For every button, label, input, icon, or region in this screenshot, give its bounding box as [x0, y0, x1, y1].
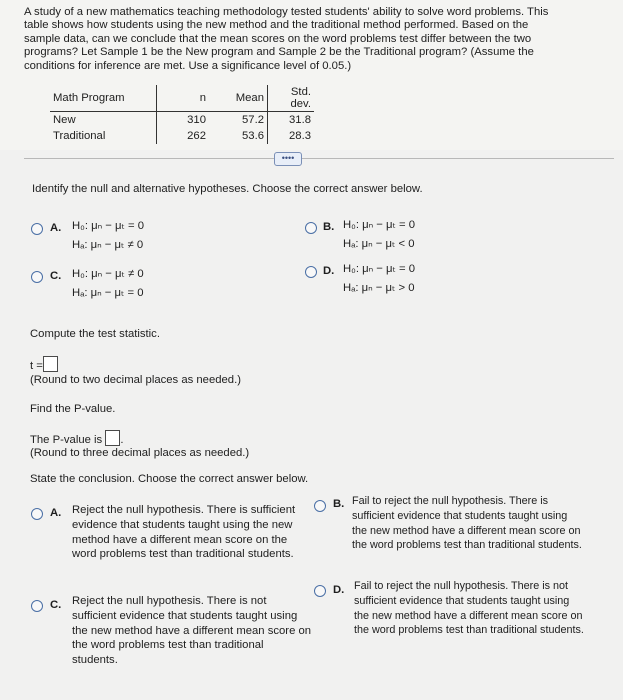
expand-more-button[interactable]: ••••	[274, 152, 302, 166]
table-cell: 31.8	[289, 114, 311, 126]
option-letter: D.	[323, 265, 335, 277]
conclusion-option-c-radio[interactable]	[31, 600, 43, 612]
p-value-label: The P-value is	[30, 434, 103, 446]
table-cell: New	[53, 114, 76, 126]
table-row	[50, 112, 314, 129]
option-letter: C.	[50, 270, 62, 282]
table-cell: 28.3	[289, 130, 311, 142]
conclusion-option-a[interactable]: Reject the null hypothesis. There is sufficient evidence that students taught using the new method have a different mean score on the word problems test than traditional students.	[72, 504, 296, 561]
test-statistic-hint: (Round to two decimal places as needed.)	[30, 374, 241, 386]
table-cell: 57.2	[209, 112, 268, 129]
hypothesis-option-a[interactable]	[72, 217, 144, 255]
option-letter: C.	[50, 599, 62, 611]
p-value-input[interactable]	[105, 430, 120, 446]
null-hypothesis: H₀: μₙ − μₜ = 0	[343, 263, 416, 275]
option-letter: D.	[333, 584, 345, 596]
problem-statement: A study of a new mathematics teaching methodology tested students' ability to solve word problems. This table shows how students using the new method and the traditional method performed. Based on the sample data, can we conclude that the mean scores on the word problems test differ between the two programs? Let Sample 1 be the New program and Sample 2 be the Traditional program? (Assume the conditions for inference are met. Use a significance level of 0.05.)	[24, 6, 549, 72]
table-header: Mean	[209, 85, 268, 112]
alternative-hypothesis: Hₐ: μₙ − μₜ < 0	[343, 238, 415, 250]
conclusion-option-a-radio[interactable]	[31, 508, 43, 520]
data-table	[50, 85, 314, 144]
null-hypothesis: H₀: μₙ − μₜ = 0	[72, 220, 145, 232]
option-letter: A.	[50, 507, 62, 519]
table-cell: Traditional	[53, 130, 106, 142]
option-letter: B.	[323, 221, 335, 233]
test-statistic-input[interactable]	[43, 356, 58, 372]
conclusion-option-d[interactable]: Fail to reject the null hypothesis. There is not sufficient evidence that students taught using the new method have a different mean score on the word problems test than traditional students.	[354, 580, 584, 637]
hypothesis-option-d-radio[interactable]	[305, 266, 317, 278]
hypotheses-prompt: Identify the null and alternative hypotheses. Choose the correct answer below.	[32, 183, 423, 195]
table-cell: 53.6	[209, 128, 268, 144]
table-header-row	[50, 85, 314, 112]
alternative-hypothesis: Hₐ: μₙ − μₜ > 0	[343, 282, 415, 294]
test-statistic-row	[30, 356, 58, 373]
conclusion-prompt: State the conclusion. Choose the correct answer below.	[30, 473, 309, 485]
test-statistic-label: t =	[30, 360, 43, 372]
table-header: Std. dev.	[268, 85, 315, 112]
hypothesis-option-d[interactable]	[343, 260, 415, 298]
table-cell: 310	[157, 112, 210, 129]
hypothesis-option-b-radio[interactable]	[305, 222, 317, 234]
table-row	[50, 128, 314, 144]
conclusion-option-c[interactable]: Reject the null hypothesis. There is not sufficient evidence that students taught using the new method have a different mean score on the word problems test than traditional students.	[72, 595, 312, 667]
conclusion-option-d-radio[interactable]	[314, 585, 326, 597]
conclusion-option-b[interactable]: Fail to reject the null hypothesis. There is sufficient evidence that students taught using the new method have a different mean score on the word problems test than traditional students.	[352, 495, 582, 552]
table-header: n	[157, 85, 210, 112]
conclusion-option-b-radio[interactable]	[314, 500, 326, 512]
alternative-hypothesis: Hₐ: μₙ − μₜ ≠ 0	[72, 239, 144, 251]
hypothesis-option-c[interactable]	[72, 265, 144, 303]
p-value-hint: (Round to three decimal places as needed.)	[30, 447, 250, 459]
hypothesis-option-a-radio[interactable]	[31, 223, 43, 235]
p-value-prompt: Find the P-value.	[30, 403, 116, 415]
table-header: Math Program	[50, 85, 157, 112]
p-value-row: The P-value is .	[30, 430, 124, 447]
hypothesis-option-c-radio[interactable]	[31, 271, 43, 283]
test-statistic-prompt: Compute the test statistic.	[30, 328, 160, 340]
table-cell: 262	[157, 128, 210, 144]
option-letter: B.	[333, 498, 345, 510]
option-letter: A.	[50, 222, 62, 234]
section-divider	[24, 158, 614, 159]
null-hypothesis: H₀: μₙ − μₜ ≠ 0	[72, 268, 144, 280]
hypothesis-option-b[interactable]	[343, 216, 415, 254]
null-hypothesis: H₀: μₙ − μₜ = 0	[343, 219, 416, 231]
alternative-hypothesis: Hₐ: μₙ − μₜ = 0	[72, 287, 144, 299]
